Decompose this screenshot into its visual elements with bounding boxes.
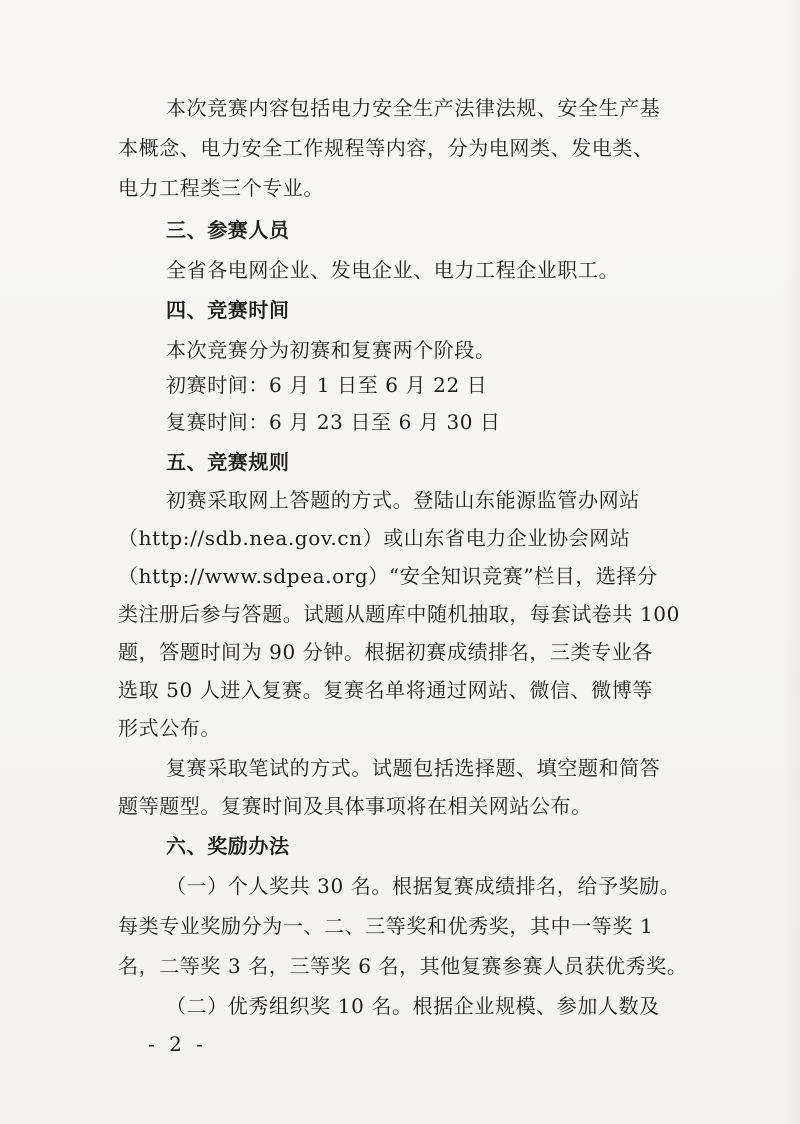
section-heading-time: 四、竞赛时间	[166, 298, 290, 322]
paragraph-line: 题，答题时间为 90 分钟。根据初赛成绩排名，三类专业各	[118, 640, 653, 664]
paragraph-line: 本概念、电力安全工作规程等内容，分为电网类、发电类、	[118, 136, 654, 160]
paragraph-line: 题等题型。复赛时间及具体事项将在相关网站公布。	[118, 794, 592, 818]
paragraph-line: 本次竞赛分为初赛和复赛两个阶段。	[166, 338, 496, 362]
paragraph-line: 全省各电网企业、发电企业、电力工程企业职工。	[166, 258, 620, 282]
paragraph-line: （一）个人奖共 30 名。根据复赛成绩排名，给予奖励。	[166, 874, 681, 898]
section-heading-rules: 五、竞赛规则	[166, 450, 290, 474]
paragraph-line: （http://www.sdpea.org）“安全知识竞赛”栏目，选择分	[118, 564, 658, 588]
paragraph-line: 名，二等奖 3 名，三等奖 6 名，其他复赛参赛人员获优秀奖。	[118, 954, 688, 978]
paragraph-line: 本次竞赛内容包括电力安全生产法律法规、安全生产基	[166, 96, 661, 120]
paragraph-line: （http://sdb.nea.gov.cn）或山东省电力企业协会网站	[118, 526, 631, 550]
final-time-line: 复赛时间：6 月 23 日至 6 月 30 日	[166, 410, 501, 434]
paragraph-line: （二）优秀组织奖 10 名。根据企业规模、参加人数及	[166, 994, 660, 1018]
page-number: - 2 -	[148, 1032, 207, 1056]
paragraph-line: 类注册后参与答题。试题从题库中随机抽取，每套试卷共 100	[118, 602, 680, 626]
paragraph-line: 每类专业奖励分为一、二、三等奖和优秀奖，其中一等奖 1	[118, 914, 654, 938]
paragraph-line: 电力工程类三个专业。	[118, 176, 324, 200]
preliminary-time-line: 初赛时间：6 月 1 日至 6 月 22 日	[166, 373, 488, 397]
paragraph-line: 复赛采取笔试的方式。试题包括选择题、填空题和简答	[166, 756, 661, 780]
paragraph-line: 选取 50 人进入复赛。复赛名单将通过网站、微信、微博等	[118, 678, 653, 702]
paragraph-line: 初赛采取网上答题的方式。登陆山东能源监管办网站	[166, 488, 640, 512]
section-heading-participants: 三、参赛人员	[166, 218, 290, 242]
section-heading-awards: 六、奖励办法	[166, 834, 290, 858]
paragraph-line: 形式公布。	[118, 716, 221, 740]
